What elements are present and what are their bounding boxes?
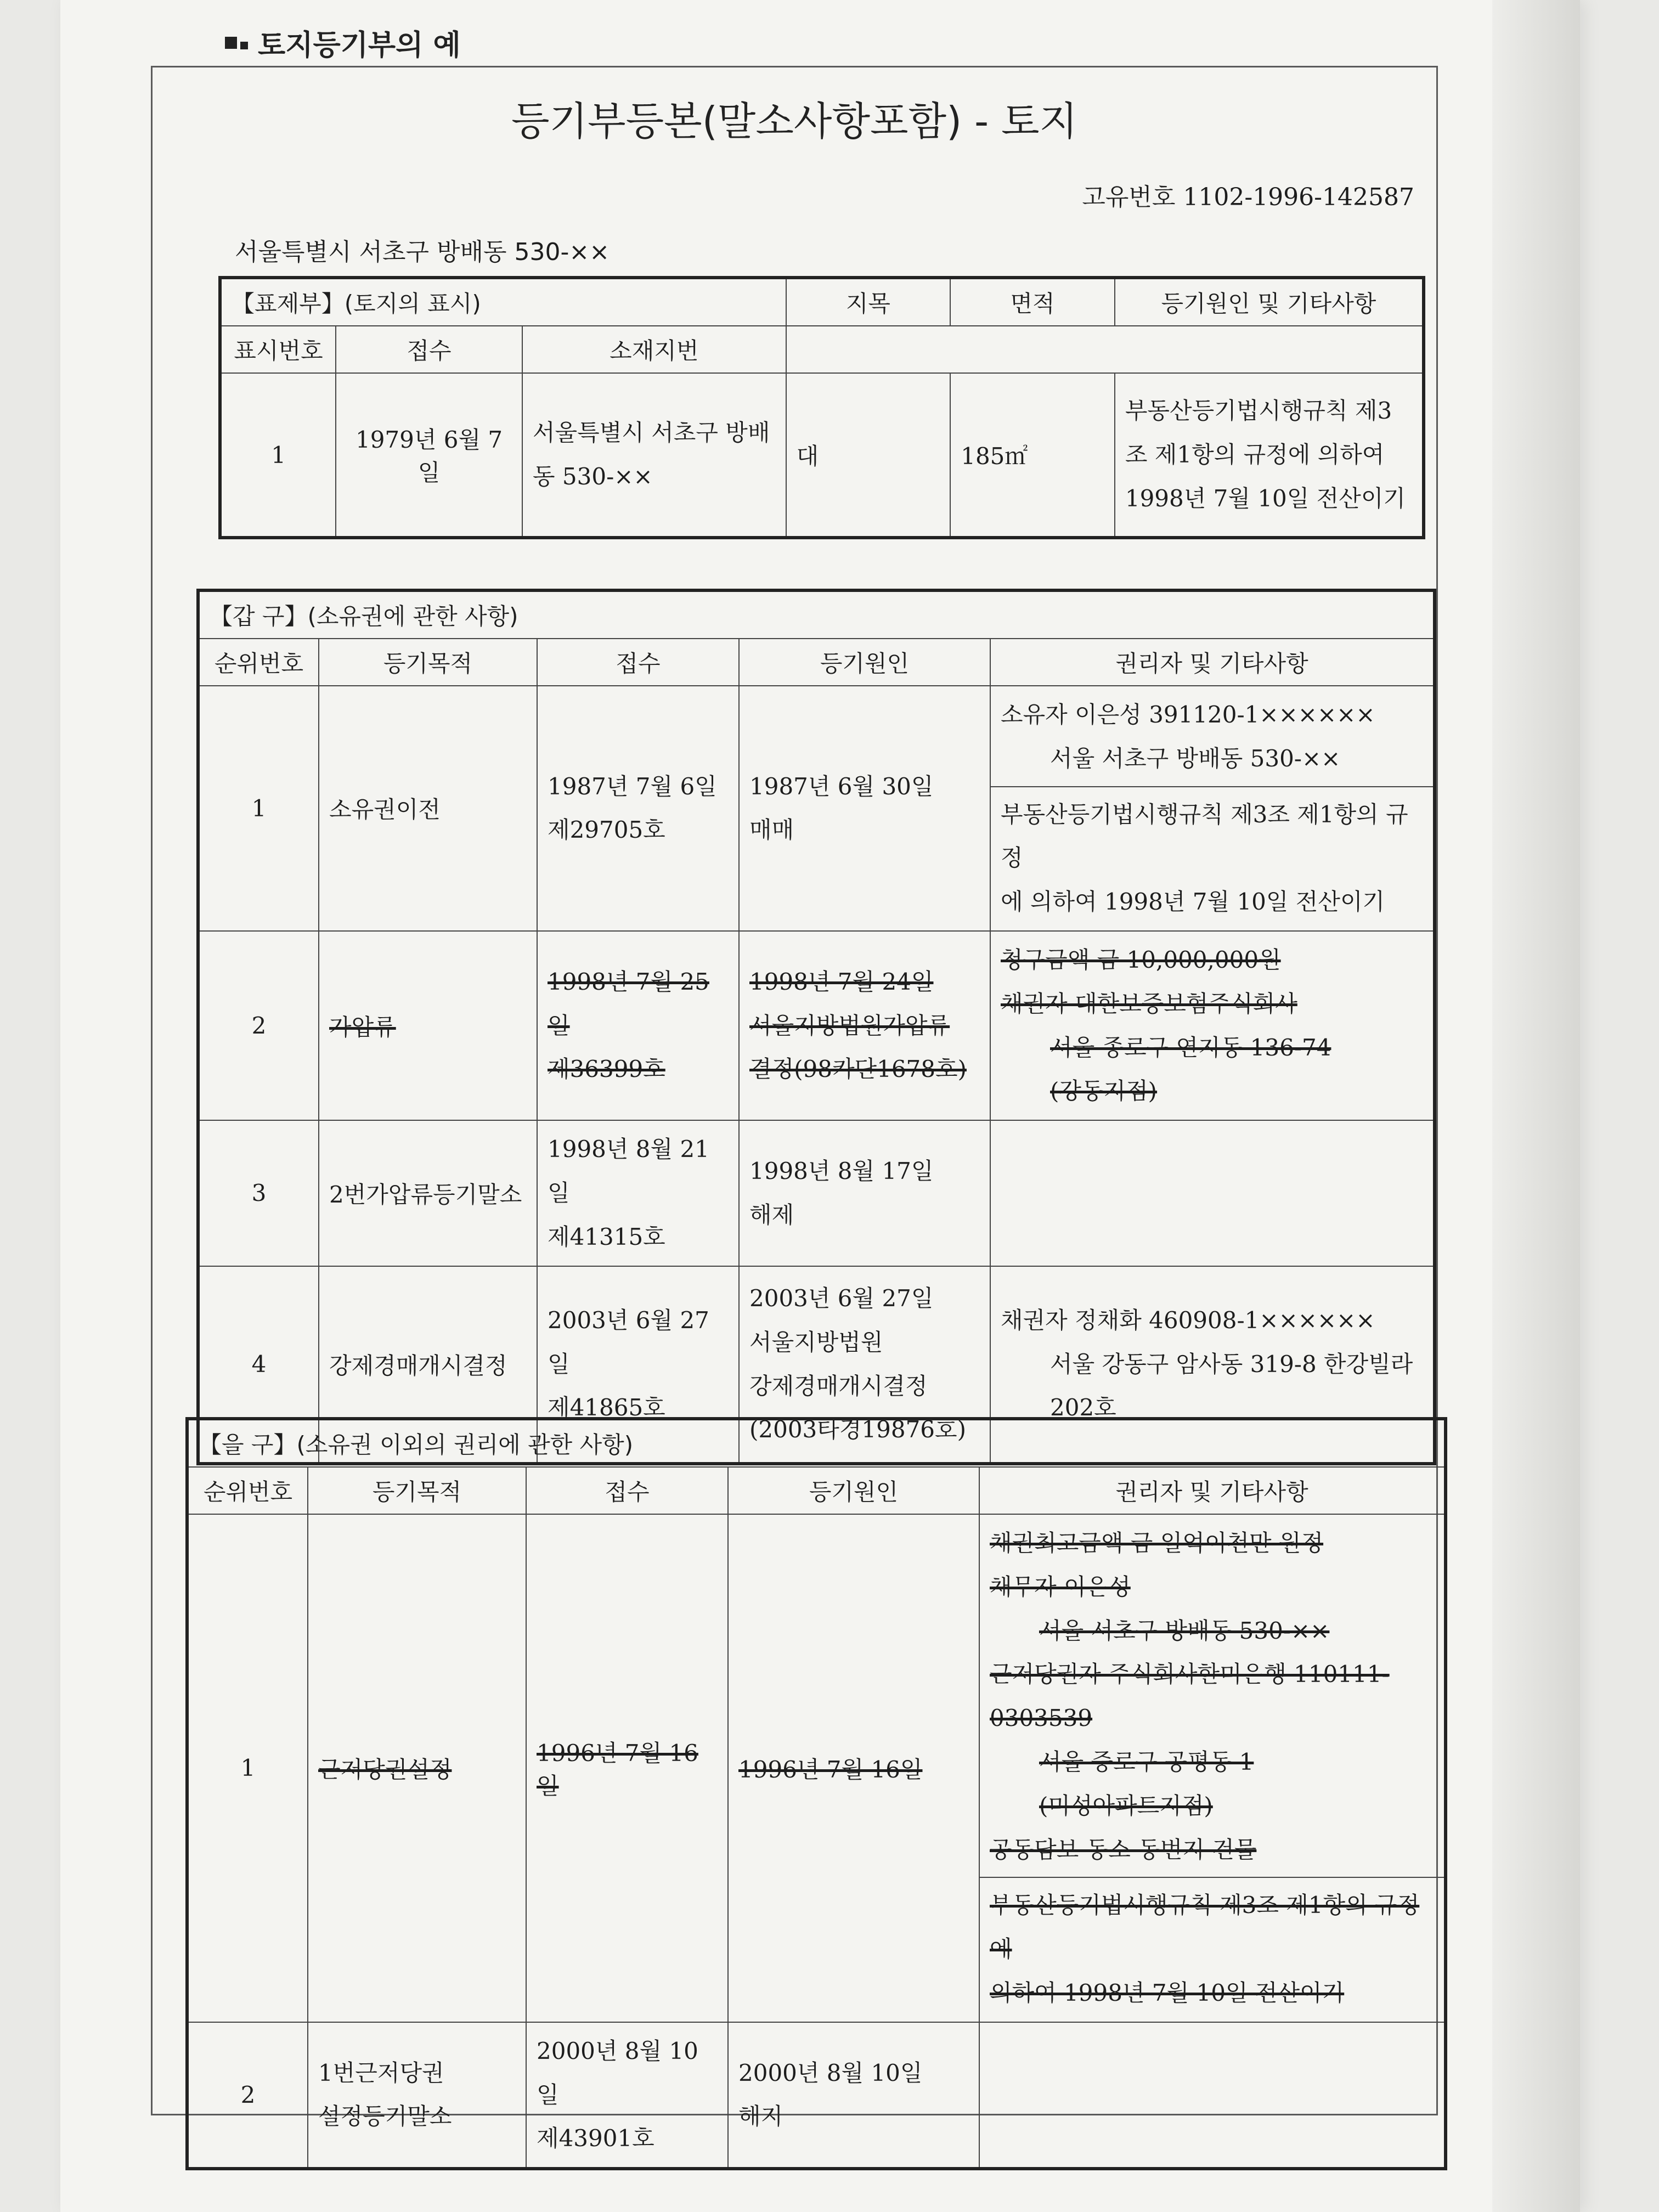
table-row — [198, 1120, 1435, 1266]
pyojebu-header-category: 지목 — [786, 278, 951, 326]
gapgu-2-holder-branch: (강동지점) — [1050, 1077, 1158, 1105]
eulgu-1-holder-mortgagee: 근저당권자 주식회사한미은행 110111-0303539 — [990, 1661, 1390, 1732]
gapgu-2-no: 2 — [198, 931, 319, 1120]
gapgu-2-cause-decision: 결정(98카단1678호) — [749, 1056, 967, 1083]
gapgu-3-holder — [990, 1120, 1435, 1266]
table-row — [187, 2022, 1446, 2169]
gapgu-4-received-date: 2003년 6월 27일 — [548, 1306, 709, 1378]
gapgu-1-received — [537, 686, 739, 931]
eulgu-header-no: 순위번호 — [187, 1467, 308, 1514]
gapgu-section-title: 【갑 구】(소유권에 관한 사항) — [198, 590, 1435, 639]
gapgu-2-cause-court: 서울지방법원가압류 — [749, 1012, 950, 1039]
eulgu-1-holder-branch: (미성아파트지점) — [1039, 1792, 1213, 1819]
eulgu-1-holder-note-2: 의하여 1998년 7월 10일 전산이기 — [990, 1979, 1345, 2006]
square-bullet-small-icon — [240, 42, 248, 49]
pyojebu-header-area: 면적 — [950, 278, 1115, 326]
pyojebu-header-spacer — [786, 326, 1424, 373]
gapgu-3-cause-date: 1998년 8월 17일 — [749, 1158, 934, 1185]
gapgu-2-cause — [739, 931, 990, 1120]
property-address: 서울특별시 서초구 방배동 530-×× — [235, 238, 610, 266]
eulgu-2-purpose — [308, 2022, 526, 2169]
pyojebu-header-received: 접수 — [336, 326, 522, 373]
eulgu-2-no: 2 — [187, 2022, 308, 2169]
eulgu-1-purpose: 근저당권설정 — [308, 1514, 526, 2022]
pyojebu-header-location: 소재지번 — [522, 326, 786, 373]
eulgu-2-holder — [979, 2022, 1446, 2169]
gapgu-3-received-no: 제41315호 — [548, 1223, 665, 1250]
page-header-label — [225, 22, 461, 63]
gapgu-1-holder — [990, 686, 1435, 931]
document-title: 등기부등본(말소사항포함) - 토지 — [511, 98, 1078, 144]
gapgu-table — [196, 589, 1436, 1465]
gapgu-4-holder-creditor: 채권자 정채화 460908-1×××××× — [1001, 1306, 1375, 1334]
gapgu-header-received: 접수 — [537, 639, 739, 686]
gapgu-header-cause: 등기원인 — [739, 639, 990, 686]
eulgu-header-holder: 권리자 및 기타사항 — [979, 1467, 1446, 1514]
pyojebu-note: 부동산등기법시행규칙 제3조 제1항의 규정에 의하여 1998년 7월 10일 전산이기 — [1115, 373, 1424, 538]
gapgu-header-purpose: 등기목적 — [319, 639, 537, 686]
page-edge-shadow — [1492, 0, 1580, 2212]
gapgu-3-received-date: 1998년 8월 21일 — [548, 1136, 709, 1206]
gapgu-header-no: 순위번호 — [198, 639, 319, 686]
square-bullet-icon — [225, 37, 237, 49]
gapgu-3-no: 3 — [198, 1120, 319, 1266]
gapgu-1-received-date: 1987년 7월 6일 — [548, 772, 717, 800]
pyojebu-category: 대 — [786, 373, 951, 538]
pyojebu-table — [218, 276, 1425, 539]
eulgu-1-received: 1996년 7월 16일 — [526, 1514, 728, 2022]
eulgu-table — [185, 1417, 1447, 2170]
gapgu-1-no: 1 — [198, 686, 319, 931]
gapgu-4-cause-case: (2003타경19876호) — [749, 1416, 966, 1443]
header-label-text: 토지등기부의 예 — [258, 29, 461, 62]
pyojebu-section-title: 【표제부】(토지의 표시) — [220, 278, 786, 326]
eulgu-1-holder-joint-security: 공동담보 동소 동번지 건물 — [990, 1836, 1257, 1863]
pyojebu-area: 185㎡ — [950, 373, 1115, 538]
eulgu-1-holder-debtor: 채무자 이은성 — [990, 1573, 1131, 1600]
pyojebu-location: 서울특별시 서초구 방배동 530-×× — [522, 373, 786, 538]
eulgu-section-title: 【을 구】(소유권 이외의 권리에 관한 사항) — [187, 1419, 1446, 1467]
gapgu-3-cause-type: 해제 — [749, 1201, 794, 1228]
gapgu-2-received-date: 1998년 7월 25일 — [548, 968, 709, 1039]
gapgu-header-holder: 권리자 및 기타사항 — [990, 639, 1435, 686]
gapgu-1-holder-address: 서울 서초구 방배동 530-×× — [1050, 744, 1341, 772]
gapgu-1-cause — [739, 686, 990, 931]
gapgu-1-holder-note-1: 부동산등기법시행규칙 제3조 제1항의 규정 — [1001, 800, 1408, 872]
gapgu-4-purpose: 강제경매개시결정 — [319, 1266, 537, 1464]
gapgu-1-holder-note-2: 에 의하여 1998년 7월 10일 전산이기 — [1001, 888, 1385, 916]
gapgu-1-purpose: 소유권이전 — [319, 686, 537, 931]
gapgu-1-holder-owner: 소유자 이은성 391120-1×××××× — [1001, 701, 1375, 728]
pyojebu-header-no: 표시번호 — [220, 326, 336, 373]
eulgu-2-received — [526, 2022, 728, 2169]
gapgu-4-no: 4 — [198, 1266, 319, 1464]
gapgu-4-cause-court: 서울지방법원 — [749, 1328, 883, 1356]
gapgu-4-cause-date: 2003년 6월 27일 — [749, 1284, 934, 1312]
eulgu-header-cause: 등기원인 — [728, 1467, 979, 1514]
eulgu-2-cause-date: 2000년 8월 10일 — [738, 2059, 923, 2086]
pyojebu-header-note: 등기원인 및 기타사항 — [1115, 278, 1424, 326]
eulgu-2-purpose-line-1: 1번근저당권 — [318, 2059, 444, 2086]
subrow-divider — [991, 786, 1433, 787]
eulgu-1-holder-note-1: 부동산등기법시행규칙 제3조 제1항의 규정에 — [990, 1892, 1420, 1963]
eulgu-1-no: 1 — [187, 1514, 308, 2022]
eulgu-1-holder-mortgagee-address: 서울 중로구 공평동 1 — [1039, 1748, 1254, 1775]
eulgu-1-cause: 1996년 7월 16일 — [728, 1514, 979, 2022]
eulgu-2-purpose-line-2: 설정등기말소 — [318, 2103, 452, 2130]
subrow-divider — [980, 1877, 1444, 1878]
gapgu-3-cause — [739, 1120, 990, 1266]
gapgu-4-holder-address: 서울 강동구 암사동 319-8 한강빌라 202호 — [1050, 1350, 1413, 1421]
eulgu-2-received-date: 2000년 8월 10일 — [537, 2037, 698, 2108]
gapgu-1-received-no: 제29705호 — [548, 816, 665, 844]
gapgu-4-received-no: 제41865호 — [548, 1394, 665, 1421]
eulgu-1-holder-max-amount: 채권최고금액 금 일억이천만 원정 — [990, 1530, 1324, 1556]
table-row — [187, 1514, 1446, 2022]
gapgu-2-holder-creditor: 채권자 대한보증보험주식회사 — [1001, 990, 1297, 1017]
eulgu-2-cause — [728, 2022, 979, 2169]
gapgu-2-holder-amount: 청구금액 금 10,000,000원 — [1001, 946, 1281, 973]
eulgu-2-cause-type: 해지 — [738, 2103, 783, 2130]
eulgu-2-received-no: 제43901호 — [537, 2125, 654, 2152]
gapgu-1-cause-type: 매매 — [749, 816, 794, 844]
gapgu-2-received — [537, 931, 739, 1120]
pyojebu-received: 1979년 6월 7일 — [336, 373, 522, 538]
eulgu-1-holder — [979, 1514, 1446, 2022]
document-frame — [151, 66, 1438, 2152]
table-row — [198, 931, 1435, 1120]
table-row — [220, 373, 1424, 538]
gapgu-4-cause-decision: 강제경매개시결정 — [749, 1372, 928, 1400]
gapgu-2-cause-date: 1998년 7월 24일 — [749, 968, 934, 995]
gapgu-1-cause-date: 1987년 6월 30일 — [749, 772, 934, 800]
gapgu-3-purpose: 2번가압류등기말소 — [319, 1120, 537, 1266]
pyojebu-no: 1 — [220, 373, 336, 538]
eulgu-1-holder-debtor-address: 서울 서초구 방배동 530-×× — [1039, 1617, 1330, 1644]
document-page — [60, 0, 1580, 2212]
table-row — [198, 686, 1435, 931]
gapgu-3-received — [537, 1120, 739, 1266]
eulgu-header-purpose: 등기목적 — [308, 1467, 526, 1514]
gapgu-2-purpose: 가압류 — [319, 931, 537, 1120]
gapgu-2-holder — [990, 931, 1435, 1120]
gapgu-2-holder-address: 서울 종로구 연지동 136-74 — [1050, 1034, 1331, 1061]
eulgu-header-received: 접수 — [526, 1467, 728, 1514]
gapgu-2-received-no: 제36399호 — [548, 1056, 665, 1083]
unique-number: 고유번호 1102-1996-142587 — [1082, 183, 1414, 211]
